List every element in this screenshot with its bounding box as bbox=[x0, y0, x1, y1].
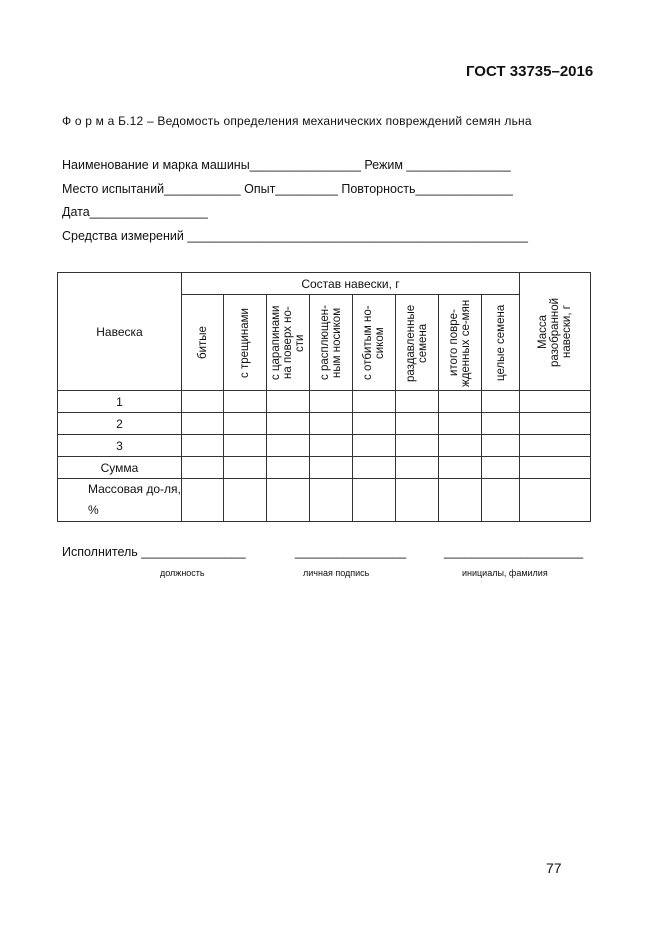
field-place: Место испытаний___________ Опыт_________ Повторность______________ bbox=[62, 182, 513, 196]
table-row bbox=[58, 457, 591, 479]
header-scratched: с царапинами на поверх но-сти bbox=[270, 305, 306, 380]
field-date: Дата_________________ bbox=[62, 205, 208, 219]
page-number: 77 bbox=[546, 860, 562, 876]
field-instruments: Средства измерений _________________________________________________ bbox=[62, 229, 528, 243]
table-row bbox=[58, 479, 591, 522]
header-composition: Состав навески, г bbox=[182, 273, 520, 295]
row-label: 3 bbox=[58, 435, 182, 457]
header-broken: битые bbox=[196, 326, 209, 359]
header-total-damaged: итого повре-жденных се-мян bbox=[448, 298, 472, 387]
caption-signature: личная подпись bbox=[303, 568, 370, 578]
name-line: ____________________ bbox=[444, 545, 584, 559]
row-label: 2 bbox=[58, 413, 182, 435]
signature-executor: Исполнитель _______________ bbox=[62, 545, 246, 559]
damage-table bbox=[57, 272, 591, 522]
row-label: Сумма bbox=[58, 457, 182, 479]
header-flattened: с расплющен-ным носиком bbox=[319, 305, 343, 380]
form-title: Ф о р м а Б.12 – Ведомость определения механических повреждений семян льна bbox=[62, 114, 532, 128]
standard-number: ГОСТ 33735–2016 bbox=[466, 63, 594, 80]
table-row bbox=[58, 435, 591, 457]
header-whole: целые семена bbox=[494, 304, 507, 381]
row-label: Массовая до-ля, % bbox=[58, 479, 182, 522]
row-label: 1 bbox=[58, 391, 182, 413]
header-cracked: с трещинами bbox=[239, 307, 251, 378]
header-mass: Масса разобранной навески, г bbox=[537, 296, 573, 367]
field-machine: Наименование и марка машины________________ Режим _______________ bbox=[62, 158, 511, 172]
caption-name: инициалы, фамилия bbox=[462, 568, 548, 578]
signature-line: ________________ bbox=[295, 545, 407, 559]
header-chipped: с отбитым но-сиком bbox=[362, 305, 386, 380]
caption-position: должность bbox=[160, 568, 205, 578]
table-row bbox=[58, 391, 591, 413]
header-sample: Навеска bbox=[58, 273, 182, 391]
header-crushed: раздавленные семена bbox=[405, 303, 429, 382]
table-row bbox=[58, 413, 591, 435]
